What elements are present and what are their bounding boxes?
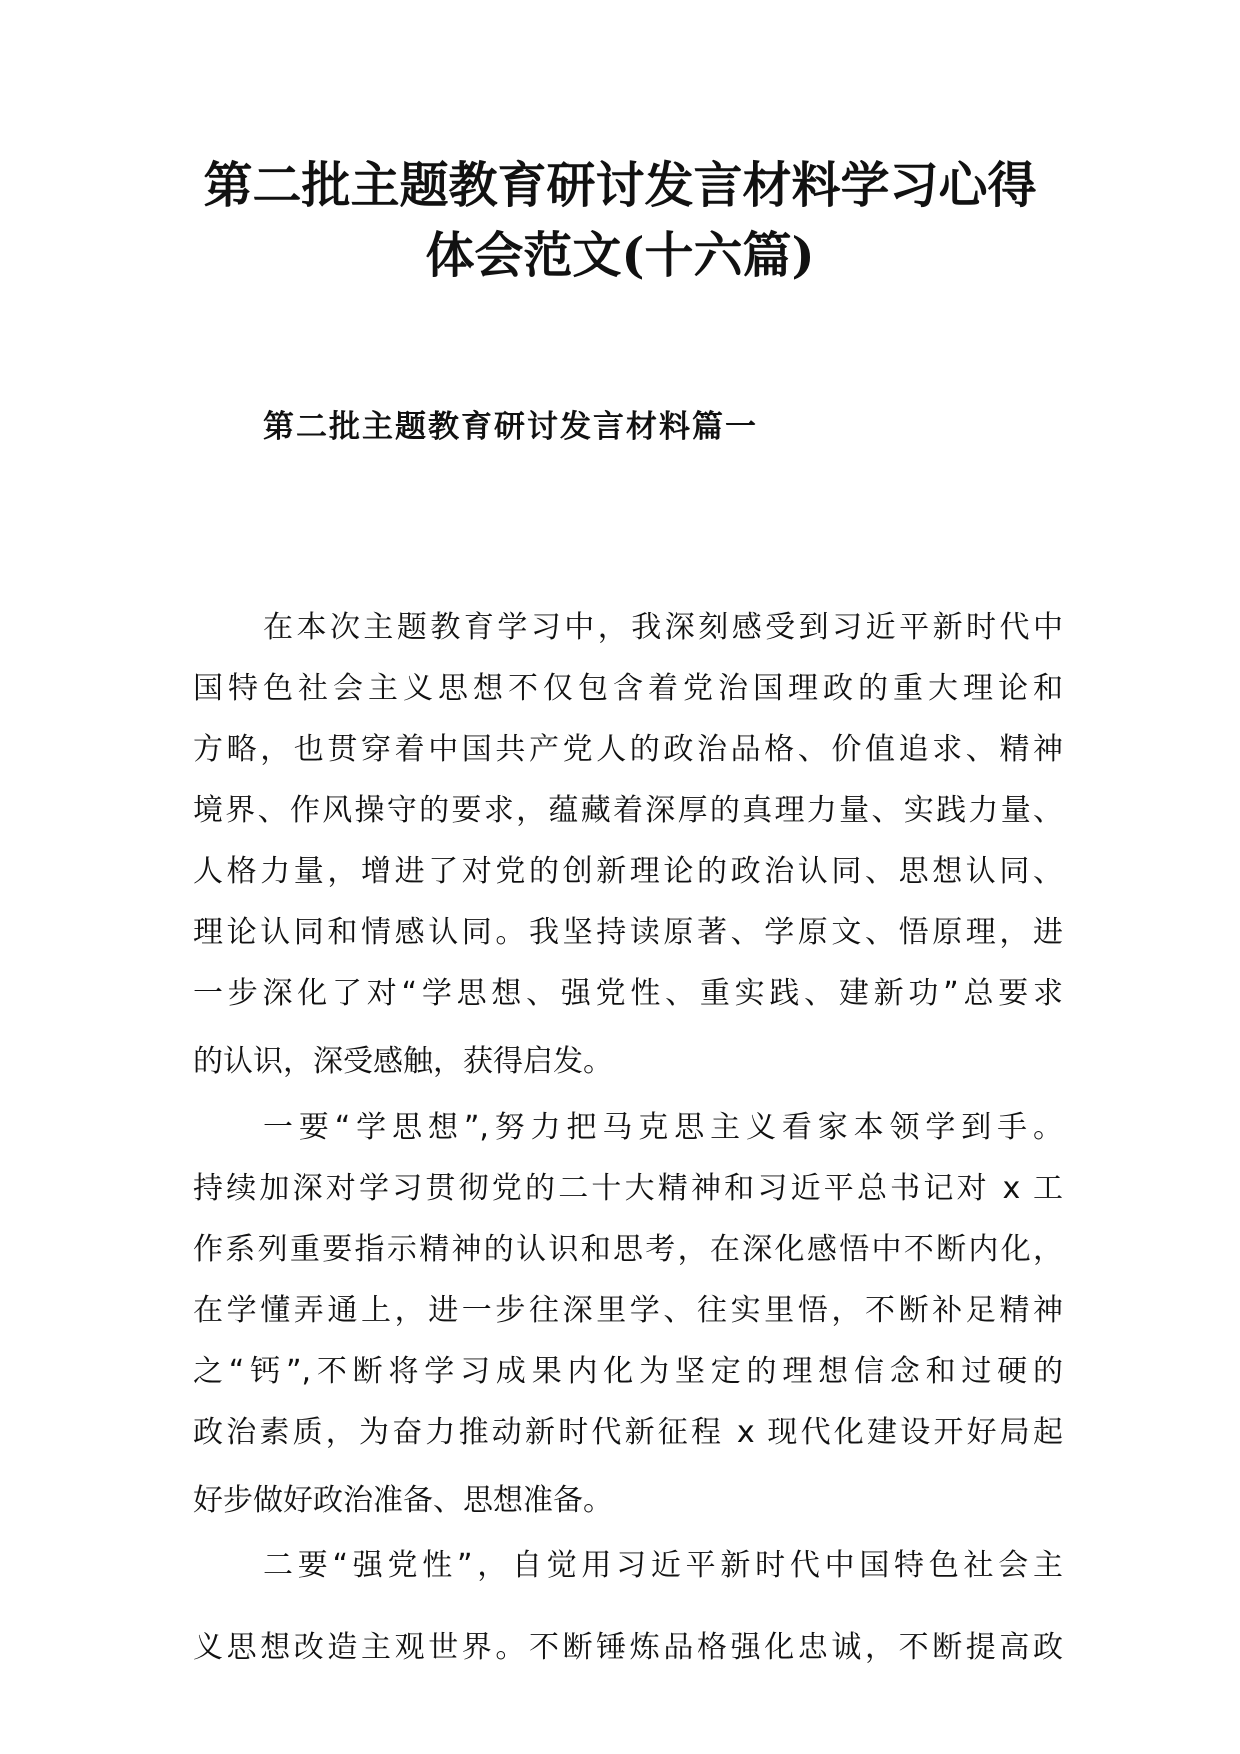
paragraph-line: 好步做好政治准备、思想准备。 — [193, 1483, 613, 1518]
paragraph-line: 理论认同和情感认同。我坚持读原著、学原文、悟原理，进 — [193, 915, 1063, 950]
paragraph-line: 在本次主题教育学习中，我深刻感受到习近平新时代中 — [263, 610, 1063, 645]
document-title-line-1: 第二批主题教育研讨发言材料学习心得 — [203, 156, 1037, 214]
paragraph-line: 持续加深对学习贯彻党的二十大精神和习近平总书记对 x 工 — [193, 1171, 1063, 1206]
paragraph-line: 之“钙”,不断将学习成果内化为坚定的理想信念和过硬的 — [193, 1354, 1063, 1389]
paragraph-line: 作系列重要指示精神的认识和思考，在深化感悟中不断内化， — [193, 1232, 1063, 1267]
paragraph-line: 的认识，深受感触，获得启发。 — [193, 1044, 613, 1079]
paragraph-line: 政治素质，为奋力推动新时代新征程 x 现代化建设开好局起 — [193, 1415, 1063, 1450]
paragraph-line: 境界、作风操守的要求，蕴藏着深厚的真理力量、实践力量、 — [193, 793, 1063, 828]
paragraph-line: 一步深化了对“学思想、强党性、重实践、建新功”总要求 — [193, 976, 1063, 1011]
section-heading: 第二批主题教育研讨发言材料篇一 — [263, 409, 758, 445]
paragraph-line: 在学懂弄通上，进一步往深里学、往实里悟，不断补足精神 — [193, 1293, 1063, 1328]
paragraph-line: 国特色社会主义思想不仅包含着党治国理政的重大理论和 — [193, 671, 1063, 706]
paragraph-line: 一要“学思想”,努力把马克思主义看家本领学到手。 — [263, 1110, 1063, 1145]
paragraph-line: 方略，也贯穿着中国共产党人的政治品格、价值追求、精神 — [193, 732, 1063, 767]
paragraph-line: 人格力量，增进了对党的创新理论的政治认同、思想认同、 — [193, 854, 1063, 889]
paragraph-line: 二要“强党性”，自觉用习近平新时代中国特色社会主 — [263, 1548, 1063, 1583]
document-title-line-2: 体会范文(十六篇) — [425, 226, 815, 284]
paragraph-line: 义思想改造主观世界。不断锤炼品格强化忠诚，不断提高政 — [193, 1630, 1063, 1665]
